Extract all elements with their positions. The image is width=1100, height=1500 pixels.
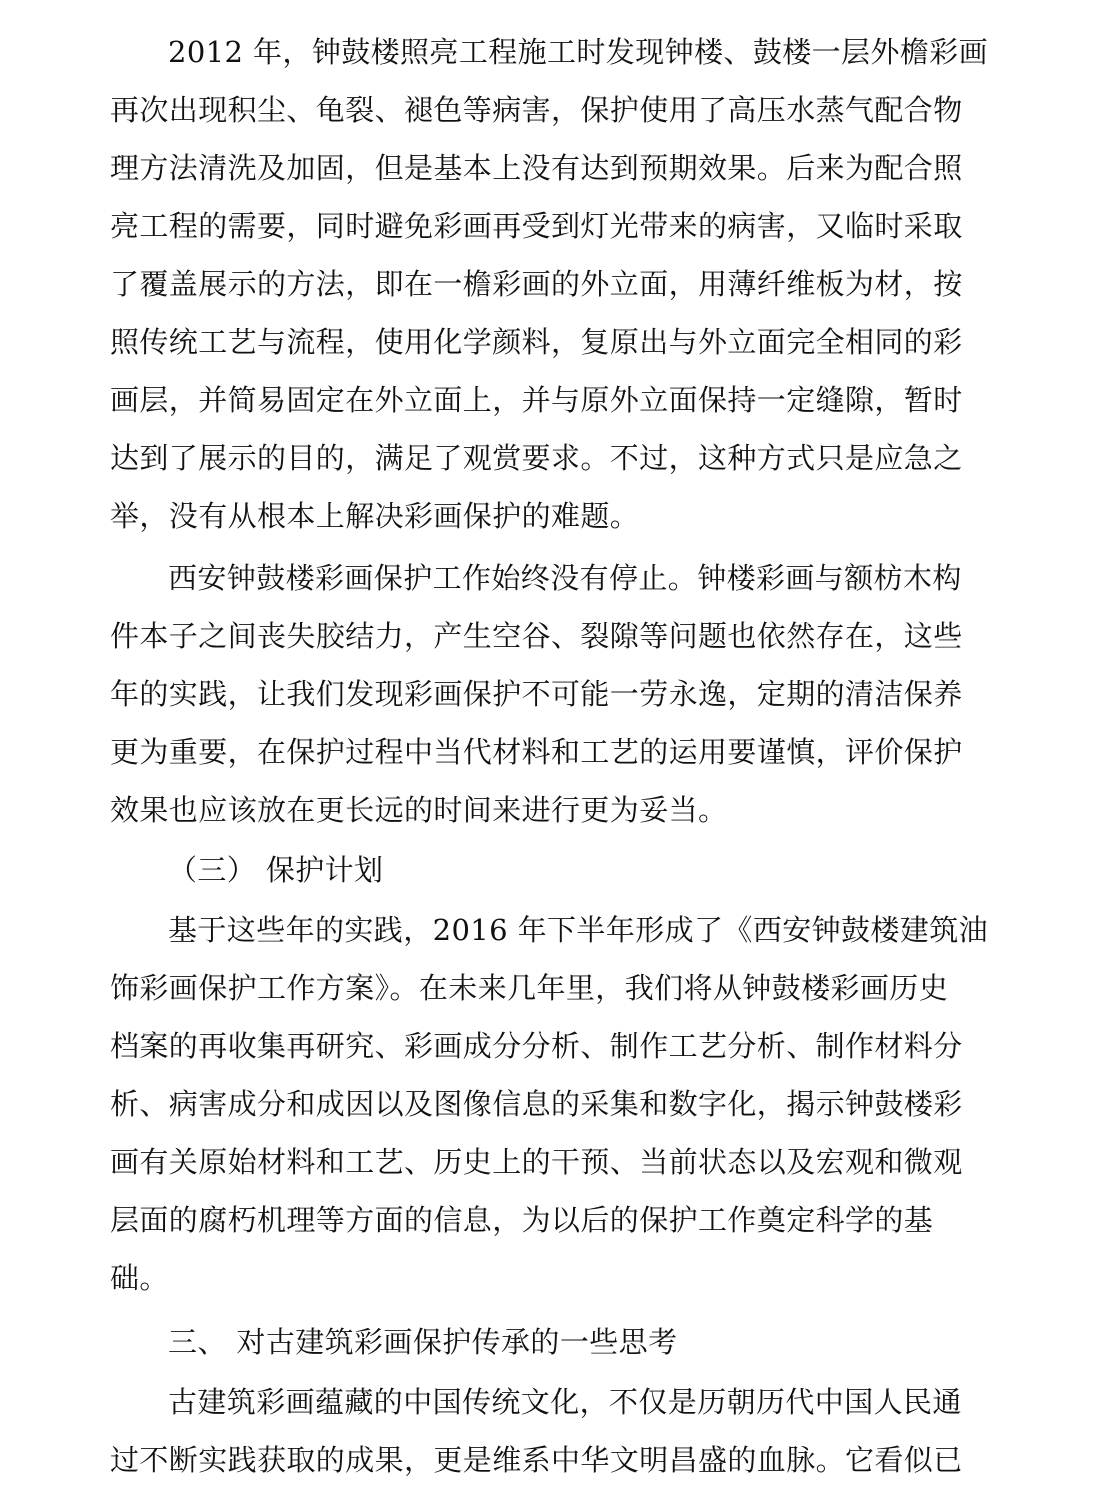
paragraph-3-line-3: 档案的再收集再研究、彩画成分分析、制作工艺分析、制作材料分: [110, 1029, 963, 1063]
paragraph-1-line-7: 画层，并简易固定在外立面上，并与原外立面保持一定缝隙，暂时: [110, 383, 963, 417]
paragraph-3-line-2: 饰彩画保护工作方案》。在未来几年里，我们将从钟鼓楼彩画历史: [110, 971, 949, 1005]
paragraph-1-line-8: 达到了展示的目的，满足了观赏要求。不过，这种方式只是应急之: [110, 441, 963, 475]
paragraph-2-line-2: 件本子之间丧失胶结力，产生空谷、裂隙等问题也依然存在，这些: [110, 619, 963, 653]
paragraph-3-line-7: 础。: [110, 1261, 169, 1295]
paragraph-4-line-1: 古建筑彩画蕴藏的中国传统文化，不仅是历朝历代中国人民通: [168, 1385, 962, 1419]
paragraph-1-line-9: 举，没有从根本上解决彩画保护的难题。: [110, 499, 640, 533]
paragraph-2-line-4: 更为重要，在保护过程中当代材料和工艺的运用要谨慎，评价保护: [110, 735, 963, 769]
paragraph-3-line-1: 基于这些年的实践，2016 年下半年形成了《西安钟鼓楼建筑油: [168, 913, 989, 947]
paragraph-3-line-4: 析、病害成分和成因以及图像信息的采集和数字化，揭示钟鼓楼彩: [110, 1087, 963, 1121]
section-subheading: （三） 保护计划: [168, 853, 384, 887]
paragraph-4-line-2: 过不断实践获取的成果，更是维系中华文明昌盛的血脉。它看似已: [110, 1443, 963, 1477]
paragraph-1-line-3: 理方法清洗及加固，但是基本上没有达到预期效果。后来为配合照: [110, 151, 963, 185]
paragraph-3-line-6: 层面的腐朽机理等方面的信息，为以后的保护工作奠定科学的基: [110, 1203, 934, 1237]
paragraph-2-line-1: 西安钟鼓楼彩画保护工作始终没有停止。钟楼彩画与额枋木构: [168, 561, 962, 595]
paragraph-1-line-4: 亮工程的需要，同时避免彩画再受到灯光带来的病害，又临时采取: [110, 209, 963, 243]
paragraph-2-line-5: 效果也应该放在更长远的时间来进行更为妥当。: [110, 793, 728, 827]
section-heading: 三、 对古建筑彩画保护传承的一些思考: [168, 1325, 678, 1359]
paragraph-2-line-3: 年的实践，让我们发现彩画保护不可能一劳永逸，定期的清洁保养: [110, 677, 963, 711]
paragraph-1-line-5: 了覆盖展示的方法，即在一檐彩画的外立面，用薄纤维板为材，按: [110, 267, 963, 301]
paragraph-3-line-5: 画有关原始材料和工艺、历史上的干预、当前状态以及宏观和微观: [110, 1145, 963, 1179]
paragraph-1-line-1: 2012 年，钟鼓楼照亮工程施工时发现钟楼、鼓楼一层外檐彩画: [168, 35, 989, 69]
paragraph-1-line-2: 再次出现积尘、龟裂、褪色等病害，保护使用了高压水蒸气配合物: [110, 93, 963, 127]
paragraph-1-line-6: 照传统工艺与流程，使用化学颜料，复原出与外立面完全相同的彩: [110, 325, 963, 359]
